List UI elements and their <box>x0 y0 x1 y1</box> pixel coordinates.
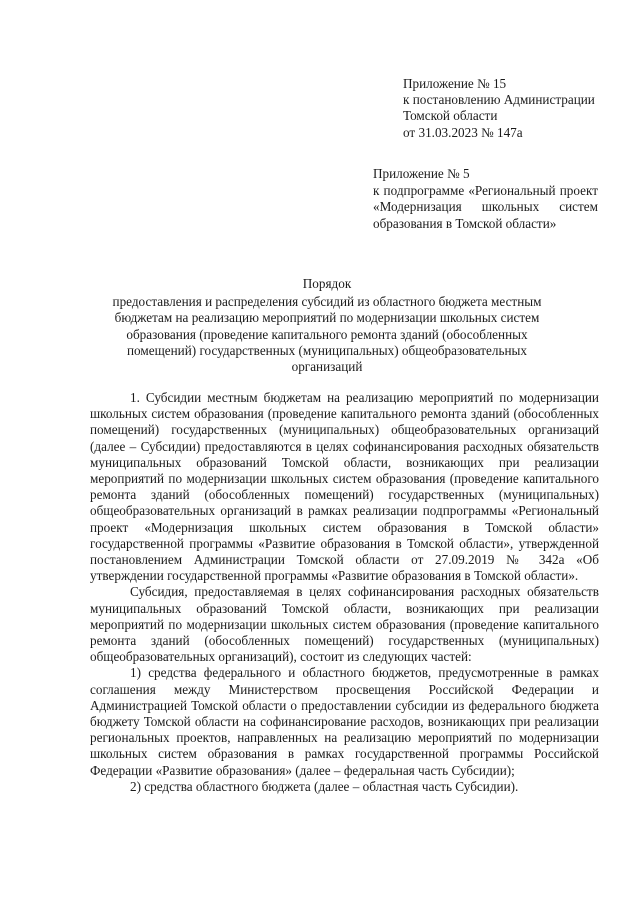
document-title <box>110 276 544 375</box>
annex-number: Приложение № 15 <box>403 76 507 91</box>
paragraph: 1. Субсидии местным бюджетам на реализацию мероприятий по модернизации школьных систем образования (проведение капитального ремонта зданий (обособленных помещений) государственных (муниципальных) общеобразовательных организаций (далее – Субсидии) предоставляются в целях софинансирования расходных обязательств муниципальных образований Томской области, возникающих при реализации мероприятий по модернизации школьных систем образования (проведение капитального ремонта зданий (обособленных помещений) государственных (муниципальных) общеобразовательных организаций в рамках реализации подпрограммы «Региональный проект «Модернизация школьных систем образования в Томской области» государственной программы «Развитие образования в Томской области», утвержденной постановлением Администрации Томской области от 27.09.2019 № 342а «Об утверждении государственной программы «Развитие образования в Томской области». <box>90 390 599 584</box>
sub-annex-number: Приложение № 5 <box>373 166 470 181</box>
paragraph: 1) средства федерального и областного бюджетов, предусмотренные в рамках соглашения между Министерством просвещения Российской Федерации и Администрацией Томской области о предоставлении субсидии из федерального бюджета бюджету Томской области на софинансирование расходов, возникающих при реализации региональных проектов, направленных на реализацию мероприятий по модернизации школьных систем образования в рамках государственной программы Российской Федерации «Развитие образования» (далее – федеральная часть Субсидии); <box>90 665 599 778</box>
annex-reference: к постановлению Администрации <box>403 92 595 108</box>
document-body <box>90 390 599 795</box>
annex-sub-header <box>373 166 598 232</box>
annex-date: от 31.03.2023 № 147а <box>403 124 523 140</box>
annex-main-header <box>403 76 603 141</box>
document-heading: Порядок <box>302 276 352 291</box>
document-subtitle: предоставления и распределения субсидий из областного бюджета местным бюджетам на реализацию мероприятий по модернизации школьных систем образования (проведение капитального ремонта зданий (обособленных помещений) государственных (муниципальных) общеобразовательных организаций <box>112 294 542 375</box>
sub-annex-reference: к подпрограмме «Региональный проект «Модернизация школьных систем образования в Томской области» <box>373 183 598 231</box>
annex-region: Томской области <box>403 108 498 124</box>
paragraph: 2) средства областного бюджета (далее – областная часть Субсидии). <box>130 778 519 794</box>
paragraph: Субсидия, предоставляемая в целях софинансирования расходных обязательств муниципальных образований Томской области, возникающих при реализации мероприятий по модернизации школьных систем образования (проведение капитального ремонта зданий (обособленных помещений) государственных (муниципальных) общеобразовательных организаций), состоит из следующих частей: <box>90 584 599 665</box>
